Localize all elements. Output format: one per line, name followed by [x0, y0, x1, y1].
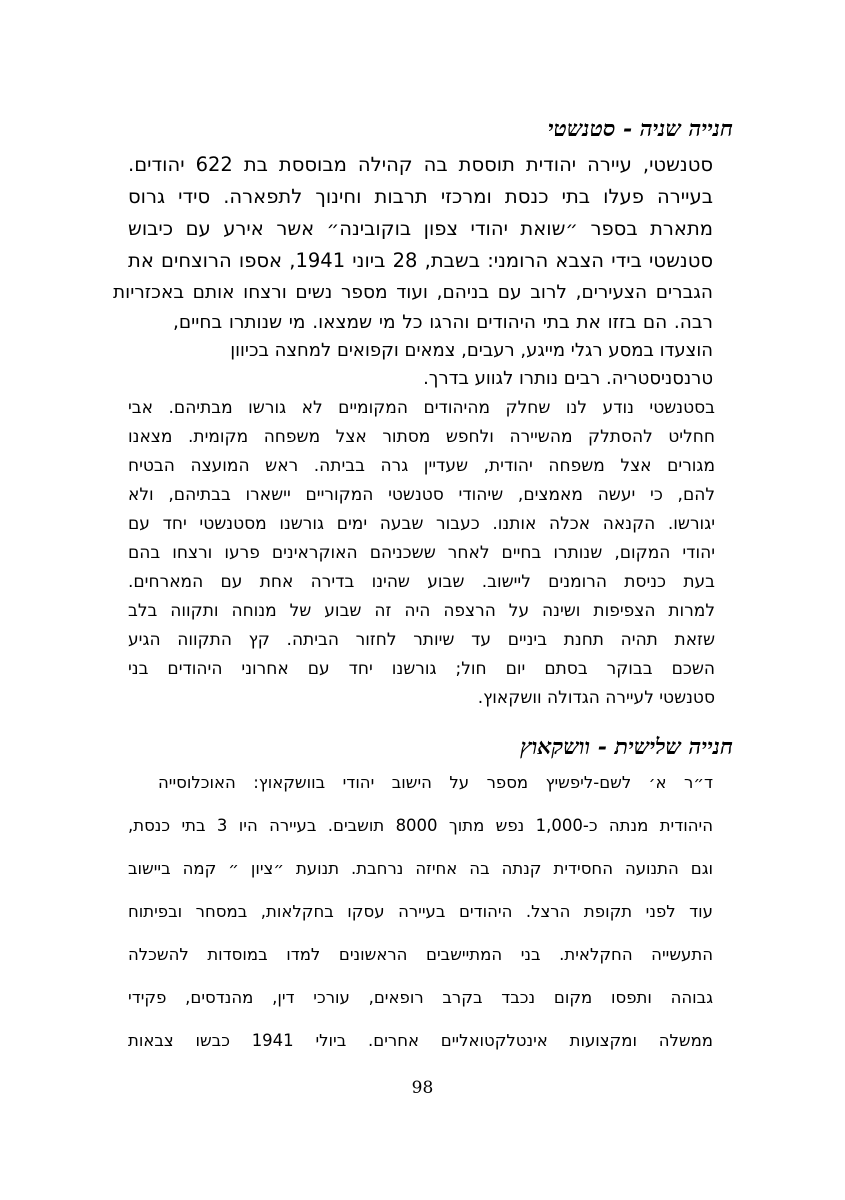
text-line: הוצעדו במסע רגלי מייגע, רעבים, צמאים וקפואים למחצה בכיוון — [230, 340, 713, 361]
text-line: בעיירה פעלו בתי כנסת ומרכזי תרבות וחינוך לתפארה. סידי גרוס — [128, 185, 713, 208]
section-heading-stanesti: חנייה שניה - סטנשטי — [547, 116, 733, 142]
text-line: היהודית מנתה כ-1,000 נפש מתוך 8000 תושבים. בעיירה היו 3 בתי כנסת, — [128, 816, 713, 835]
text-line: גבוהה ותפסו מקום נכבד בקרב רופאים, עורכי דין, מהנדסים, פקידי — [128, 988, 713, 1007]
section-heading-vashkivtsi: חנייה שלישית - וושקאוץ — [520, 734, 733, 760]
text-line: סטנשטי, עיירה יהודית תוססת בה קהילה מבוססת בת 622 יהודים. — [128, 153, 713, 176]
text-line: למרות הצפיפות ושינה על הרצפה היה זה שבוע של מנוחה ותקווה בלב — [128, 601, 715, 621]
text-line: התעשייה החקלאית. בני המתיישבים הראשונים למדו במוסדות להשכלה — [128, 945, 713, 964]
text-line: יגורשו. הקנאה אכלה אותנו. כעבור שבעה ימים גורשנו מסטנשטי יחד עם — [128, 514, 715, 534]
text-line: בסטנשטי נודע לנו שחלק מהיהודים המקומיים לא גורשו מבתיהם. אבי — [128, 398, 715, 418]
text-line: וגם התנועה החסידית קנתה בה אחיזה נרחבת. תנועת ״ציון ״ קמה ביישוב — [128, 859, 713, 878]
text-line: עוד לפני תקופת הרצל. היהודים בעיירה עסקו בחקלאות, במסחר ובפיתוח — [128, 902, 713, 921]
text-line: להם, כי יעשה מאמצים, שיהודי סטנשטי המקוריים יישארו בבתיהם, ולא — [128, 485, 715, 505]
text-line: הגברים הצעירים, לרוב עם בניהם, ועוד מספר נשים ורצחו אותם באכזריות — [113, 282, 713, 303]
text-line: שזאת תהיה תחנת ביניים עד שיותר לחזור הביתה. קץ התקווה הגיע — [128, 630, 715, 650]
text-line: ממשלה ומקצועות אינטלקטואליים אחרים. ביולי 1941 כבשו צבאות — [128, 1031, 713, 1050]
text-line: ד״ר א׳ לשם-ליפשיץ מספר על הישוב יהודי בוושקאוץ: האוכלוסייה — [158, 773, 713, 792]
text-line: בעת כניסת הרומנים ליישוב. שבוע שהינו בדירה אחת עם המארחים. — [128, 572, 715, 592]
text-line: רבה. הם בזזו את בתי היהודים והרגו כל מי שמצאו. מי שנותרו בחיים, — [173, 312, 713, 333]
page-number: 98 — [411, 1078, 434, 1098]
text-line: חחליט להסתלק מהשיירה ולחפש מסתור אצל משפחה מקומית. מצאנו — [128, 427, 715, 447]
text-line: השכם בבוקר בסתם יום חול; גורשנו יחד עם אחרוני היהודים בני — [128, 659, 715, 679]
text-line: טרנסניסטריה. רבים נותרו לגווע בדרך. — [423, 368, 713, 389]
text-line: מגורים אצל משפחה יהודית, שעדיין גרה בביתה. ראש המועצה הבטיח — [128, 456, 715, 476]
text-line: מתארת בספר ״שואת יהודי צפון בוקובינה״ אשר אירע עם כיבוש — [128, 217, 713, 240]
text-line: יהודי המקום, שנותרו בחיים לאחר ששכניהם האוקראינים פרעו ורצחו בהם — [128, 543, 715, 563]
text-line: סטנשטי לעיירה הגדולה וושקאוץ. — [477, 688, 715, 708]
text-line: סטנשטי בידי הצבא הרומני: בשבת, 28 ביוני 1941, אספו הרוצחים את — [128, 249, 713, 272]
